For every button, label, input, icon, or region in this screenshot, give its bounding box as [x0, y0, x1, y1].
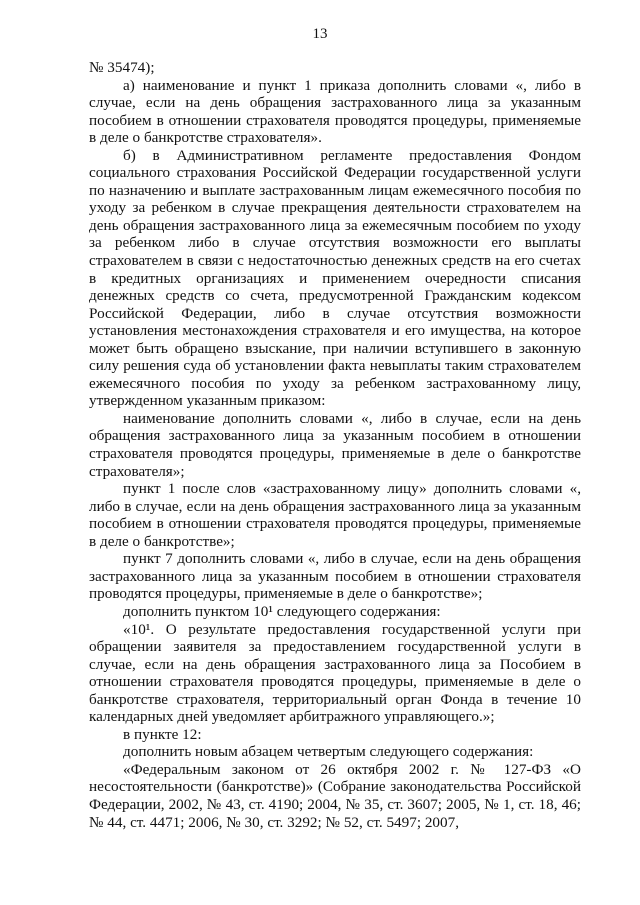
paragraph: «10¹. О результате предоставления государственной услуги при обращении заявителя за предоставлением государственной услуги в случае, если на день обращения застрахованного лица за Пособием в отношении страхователя проводятся процедуры, применяемые в деле о банкротстве страхователя, территориальный орган Фонда в течение 10 календарных дней уведомляет арбитражного управляющего.»; [89, 620, 581, 726]
paragraph: б) в Административном регламенте предоставления Фондом социального страхования Российской Федерации государственной услуги по назначению и выплате застрахованным лицам ежемесячного пособия по уходу за ребенком в случае прекращения деятельности страхователем на день обращения застрахованного лица за ежемесячным пособием по уходу за ребенком либо в случае отсутствия возможности его выплаты страхователем в связи с недостаточностью денежных средств на его счетах в кредитных организациях и применением очередности списания денежных средств со счета, предусмотренной Гражданским кодексом Российской Федерации, либо в случае отсутствия возможности установления местонахождения страхователя и его имущества, на которое может быть обращено взыскание, при наличии вступившего в законную силу решения суда об установлении факта невыплаты таким страхователем ежемесячного пособия по уходу за ребенком застрахованному лицу, утвержденном указанным приказом: [89, 146, 581, 410]
paragraph: пункт 7 дополнить словами «, либо в случае, если на день обращения застрахованного лица за указанным пособием в отношении страхователя проводятся процедуры, применяемые в деле о банкротстве»; [89, 550, 581, 603]
paragraph: № 35474); [89, 59, 155, 76]
paragraph: дополнить пунктом 10¹ следующего содержания: [123, 602, 441, 620]
page-number: 13 [312, 26, 328, 42]
paragraph: «Федеральным законом от 26 октября 2002 г. № 127-ФЗ «О несостоятельности (банкротстве)» (Собрание законодательства Российской Федерации, 2002, № 43, ст. 4190; 2004, № 35, ст. 3607; 2005, № 1, ст. 18, 46; № 44, ст. 4471; 2006, № 30, ст. 3292; № 52, ст. 5497; 2007, [89, 760, 581, 831]
paragraph: а) наименование и пункт 1 приказа дополнить словами «, либо в случае, если на день обращения застрахованного лица за указанным пособием в отношении страхователя проводятся процедуры, применяемые в деле о банкротстве страхователя». [89, 76, 581, 147]
paragraph: наименование дополнить словами «, либо в случае, если на день обращения застрахованного лица за указанным пособием в отношении страхователя проводятся процедуры, применяемые в деле о банкротстве страхователя»; [89, 409, 581, 480]
paragraph: в пункте 12: [123, 725, 202, 743]
paragraph: пункт 1 после слов «застрахованному лицу» дополнить словами «, либо в случае, если на день обращения застрахованного лица за указанным пособием в отношении страхователя проводятся процедуры, применяемые в деле о банкротстве»; [89, 480, 581, 550]
paragraph: дополнить новым абзацем четвертым следующего содержания: [123, 743, 534, 761]
document-body [89, 59, 581, 831]
